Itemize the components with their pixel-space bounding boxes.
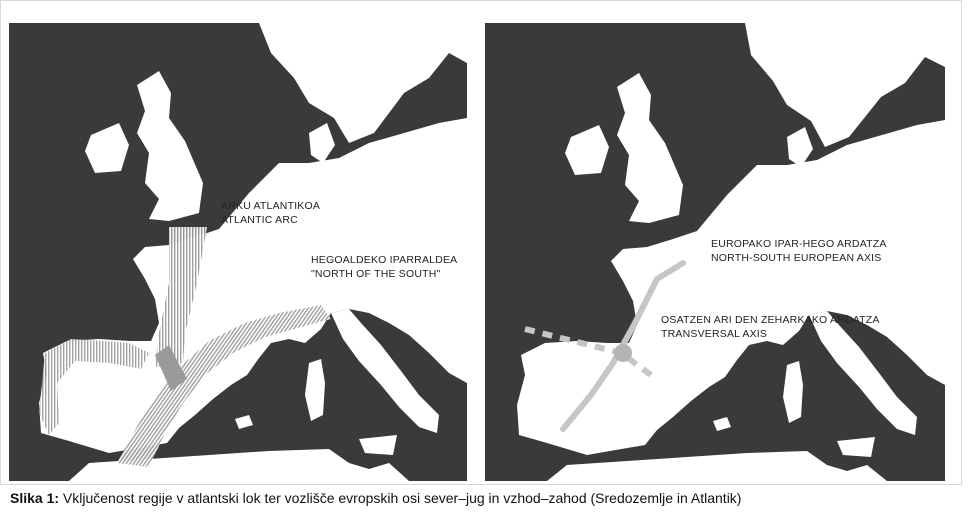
label-atlantic-arc-eu: ARKU ATLANTIKOA [221, 200, 321, 212]
label-ns-axis-en: NORTH-SOUTH EUROPEAN AXIS [711, 252, 882, 264]
land-denmark [787, 127, 813, 167]
caption-prefix: Slika 1: [10, 490, 60, 506]
land-denmark [309, 123, 335, 163]
label-atlantic-arc-en: ATLANTIC ARC [221, 214, 298, 226]
map-left-svg [9, 23, 467, 481]
label-ns-axis-eu: EUROPAKO IPAR-HEGO ARDATZA [711, 238, 887, 250]
land-sicily [359, 435, 397, 455]
label-north-south-eu: HEGOALDEKO IPARRALDEA [311, 254, 458, 266]
label-transversal-eu: OSATZEN ARI DEN ZEHARKAKO ARDATZA [661, 314, 880, 326]
map-european-axes [485, 23, 945, 481]
figure-caption [10, 490, 741, 506]
land-balearic [235, 415, 253, 429]
land-north-africa [547, 451, 887, 481]
land-corsica-sardinia [783, 361, 803, 423]
land-ireland [565, 125, 609, 175]
map-atlantic-arc [9, 23, 467, 481]
land-sicily [837, 437, 875, 457]
label-transversal-en: TRANSVERSAL AXIS [661, 328, 768, 340]
land-north-africa [69, 449, 409, 481]
land-balearic [713, 417, 731, 431]
land-great-britain [137, 71, 203, 221]
label-north-south-en: "NORTH OF THE SOUTH" [311, 268, 441, 280]
land-ireland [85, 123, 129, 173]
axis-node [614, 344, 632, 362]
caption-text: Vključenost regije v atlantski lok ter vozlišče evropskih osi sever–jug in vzhod–zahod (Sredozemlje in Atlantik) [59, 490, 742, 506]
land-great-britain [617, 73, 683, 223]
land-corsica-sardinia [305, 359, 325, 421]
